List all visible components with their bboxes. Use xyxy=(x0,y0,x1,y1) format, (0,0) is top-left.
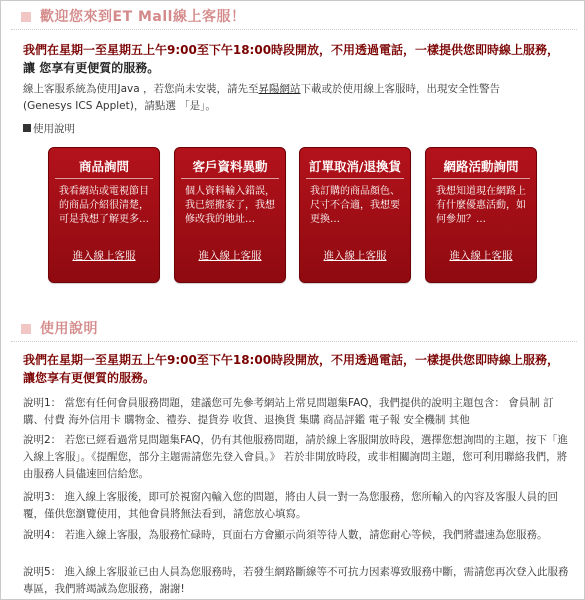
usage-section-header xyxy=(11,319,577,339)
intro-text xyxy=(23,41,571,77)
usage-instructions-link[interactable] xyxy=(23,122,75,136)
square-bullet-icon xyxy=(23,124,31,132)
note-1: 說明1： 當您有任何會員服務問題，建議您可先參考網站上常見問題集FAQ，我們提供的說明主題包含： 會員制 訂購、付費 海外信用卡 購物金、禮券、提貨券 收貨、退換貨 集購 商品評鑑 電子報 安全機制 其他 xyxy=(23,397,554,426)
card-title: 客戶資料異動 xyxy=(192,159,268,174)
intro-line-2b: 您享有更便質的服務。 xyxy=(39,61,160,75)
enter-service-link-customer[interactable]: 進入線上客服 xyxy=(198,250,262,262)
note-2: 說明2： 若您已經看過常見問題集FAQ，仍有其他服務問題，請於線上客服開放時段，選擇您想詢問的主題，按下「進入線上客服」。《提醒您，部分主題需請您先登入會員。》 若於非開放時段，或非相關詢問主題，您可利用聯絡我們，將由服務人員儘速回信給您。 xyxy=(23,434,568,480)
page-title: 歡迎您來到ET Mall線上客服！ xyxy=(40,9,246,25)
card-divider xyxy=(55,178,153,179)
intro-line-2a: 讓 xyxy=(23,61,36,75)
welcome-header xyxy=(11,7,577,27)
section-divider xyxy=(11,341,577,342)
java-note xyxy=(23,81,571,115)
card-divider xyxy=(181,178,279,179)
card-order-cancel-return xyxy=(299,147,411,283)
java-note-line-1 xyxy=(23,81,571,98)
note-4: 說明4： 若進入線上客服，為服務忙碌時，頁面右方會顯示尚須等待人數，請您耐心等候，我們將盡速為您服務。 xyxy=(23,529,548,541)
card-title: 網路活動詢問 xyxy=(443,159,519,174)
card-product-inquiry xyxy=(48,147,160,283)
note-3: 說明3： 進入線上客服後，即可於視窗內輸入您的問題，將由人員一對一為您服務，您所輸入的內容及客服人員的回覆，僅供您瀏覽使用，其他會員將無法看到，請您放心填寫。 xyxy=(23,491,559,520)
card-description: 我訂購的商品顏色、尺寸不合適，我想要更換… xyxy=(310,186,400,225)
usage-link-label: 使用說明 xyxy=(33,123,75,135)
enter-service-link-product[interactable]: 進入線上客服 xyxy=(72,250,136,262)
sun-website-link[interactable]: 昇陽網站 xyxy=(258,83,301,95)
intro-line-2 xyxy=(23,59,571,77)
intro-line-1: 我們在星期一至星期五上午9:00至下午18:00時段開放，不用透過電話，一樣提供您即時線上服務， xyxy=(23,43,560,57)
header-square-icon xyxy=(21,12,31,22)
card-customer-data-change xyxy=(174,147,286,283)
usage-intro-line-2: 讓您享有更便質的服務。 xyxy=(23,371,156,385)
usage-intro xyxy=(23,351,571,387)
card-description: 我看網站或電視節目的商品介紹很清楚，可是我想了解更多… xyxy=(59,186,149,225)
java-note-line-2: (Genesys ICS Applet)，請點選 「是」。 xyxy=(23,100,216,112)
note-5: 說明5： 進入線上客服並已由人員為您服務時，若發生網路斷線等不可抗力因素導致服務中斷，需請您再次登入此服務專區，我們將竭誠為您服務，謝謝! xyxy=(23,566,569,595)
card-online-event-inquiry xyxy=(425,147,537,283)
card-description: 我想知道現在網路上有什麼優惠活動，如何參加？… xyxy=(436,186,526,225)
java-note-text-b: 下載或於使用線上客服時，出現安全性警告 xyxy=(300,83,501,95)
header-square-icon xyxy=(21,324,31,334)
card-divider xyxy=(306,178,404,179)
section-title: 使用說明 xyxy=(40,321,98,337)
header-divider xyxy=(11,29,577,30)
card-title: 商品詢問 xyxy=(78,159,129,174)
usage-intro-line-1: 我們在星期一至星期五上午9:00至下午18:00時段開放，不用透過電話，一樣提供您即時線上服務， xyxy=(23,353,560,367)
card-description: 個人資料輸入錯誤，我已經搬家了，我想修改我的地址… xyxy=(185,186,275,225)
card-divider xyxy=(432,178,530,179)
card-title: 訂單取消/退換貨 xyxy=(308,159,402,174)
enter-service-link-event[interactable]: 進入線上客服 xyxy=(449,250,513,262)
enter-service-link-order[interactable]: 進入線上客服 xyxy=(323,250,387,262)
java-note-text-a: 線上客服系統為使用Java ，若您尚未安裝，請先至 xyxy=(23,83,259,95)
